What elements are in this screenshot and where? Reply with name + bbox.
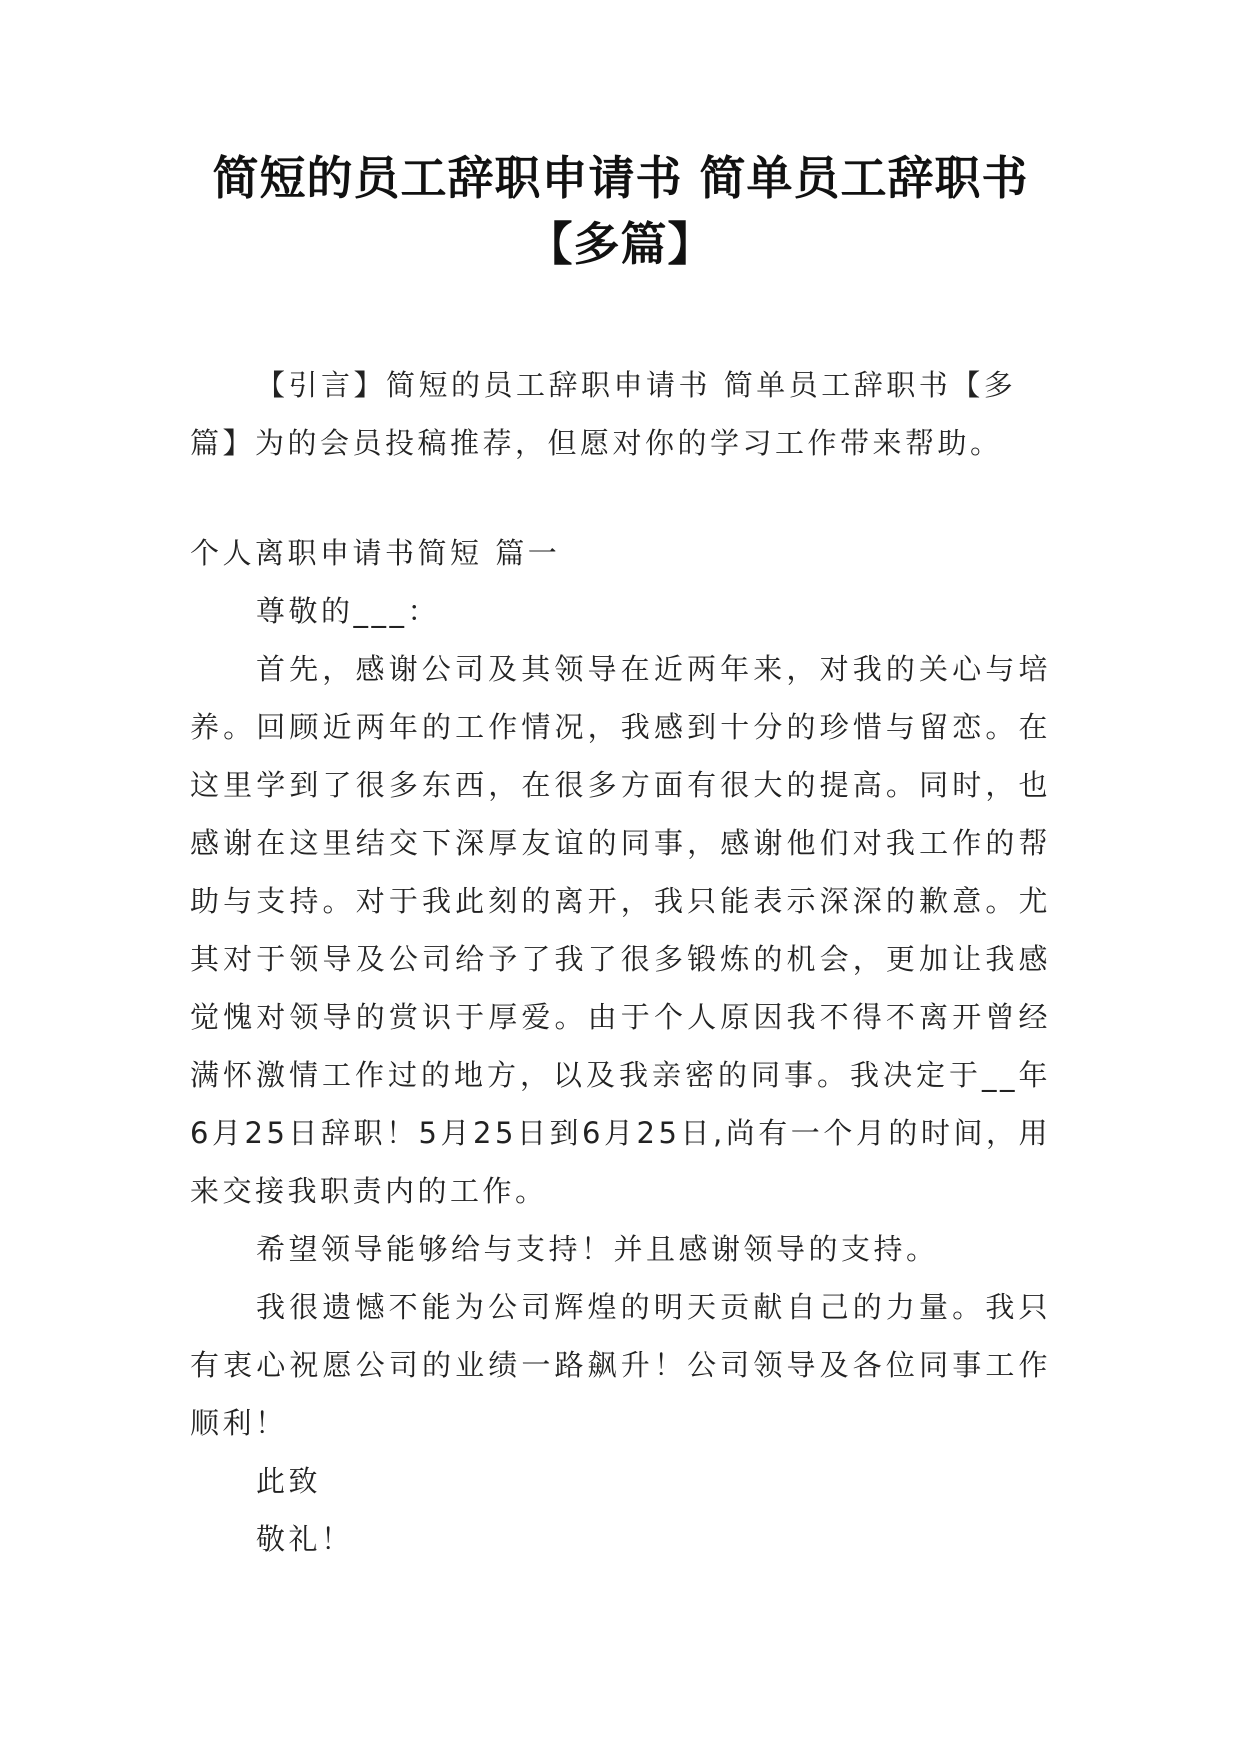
body-paragraph: 希望领导能够给与支持！并且感谢领导的支持。	[256, 1232, 939, 1266]
section-heading: 个人离职申请书简短 篇一	[190, 536, 561, 570]
closing-salute: 敬礼！	[256, 1522, 354, 1556]
closing-line: 此致	[256, 1464, 322, 1498]
document-title: 简短的员工辞职申请书 简单员工辞职书【多篇】	[212, 151, 1029, 271]
salutation: 尊敬的___：	[256, 594, 441, 628]
body-paragraph: 我很遗憾不能为公司辉煌的明天贡献自己的力量。我只有衷心祝愿公司的业绩一路飙升！公司领导及各位同事工作顺利！	[190, 1290, 1051, 1440]
letter-body	[190, 582, 1051, 1568]
body-paragraph: 首先，感谢公司及其领导在近两年来，对我的关心与培养。回顾近两年的工作情况，我感到十分的珍惜与留恋。在这里学到了很多东西，在很多方面有很大的提高。同时，也感谢在这里结交下深厚友谊的同事，感谢他们对我工作的帮助与支持。对于我此刻的离开，我只能表示深深的歉意。尤其对于领导及公司给予了我了很多锻炼的机会，更加让我感觉愧对领导的赏识于厚爱。由于个人原因我不得不离开曾经满怀激情工作过的地方，以及我亲密的同事。我决定于__年6月25日辞职！5月25日到6月25日,尚有一个月的时间，用来交接我职责内的工作。	[190, 652, 1051, 1208]
intro-paragraph: 【引言】简短的员工辞职申请书 简单员工辞职书【多篇】为的会员投稿推荐，但愿对你的学习工作带来帮助。	[190, 368, 1017, 460]
